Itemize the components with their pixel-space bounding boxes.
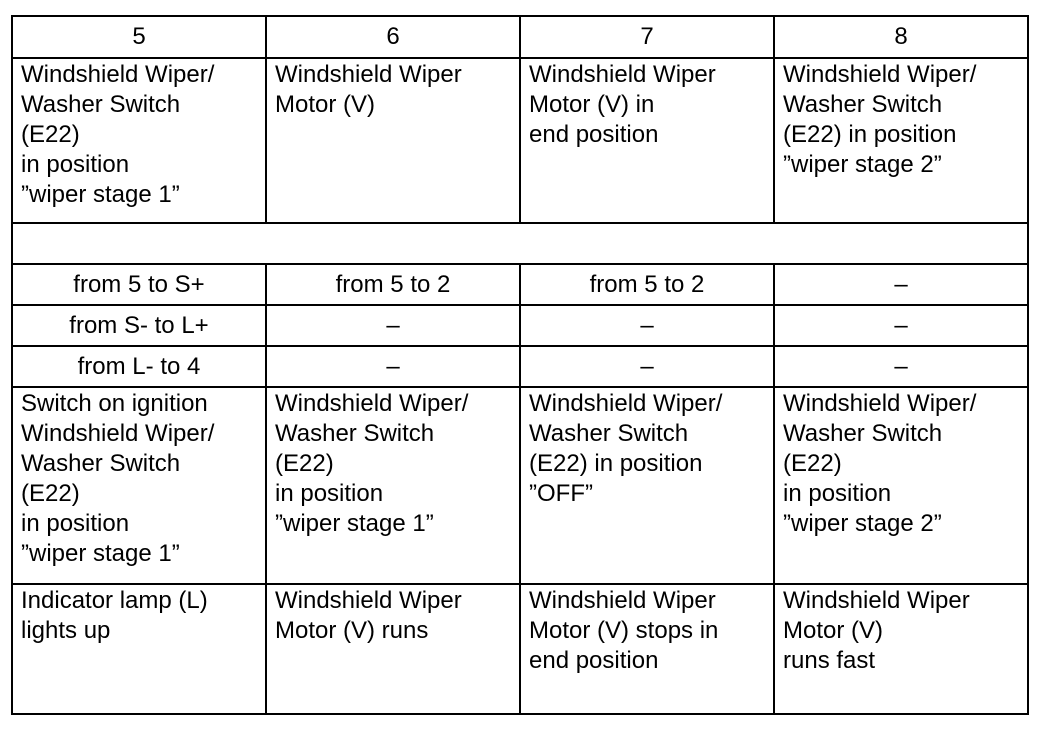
measurement-cell: from 5 to S+ (12, 264, 266, 305)
result-cell: Windshield Wiper Motor (V) runs (266, 584, 520, 714)
measurement-cell: from 5 to 2 (266, 264, 520, 305)
test-table (11, 15, 1029, 715)
action-cell: Windshield Wiper/ Washer Switch (E22) in position ”OFF” (520, 387, 774, 584)
result-cell: Windshield Wiper Motor (V) stops in end position (520, 584, 774, 714)
measurement-row (12, 264, 1028, 305)
action-cell: Windshield Wiper/ Washer Switch (E22) in position ”wiper stage 1” (266, 387, 520, 584)
blank-cell (12, 223, 1028, 264)
result-row (12, 584, 1028, 714)
measurement-cell: from 5 to 2 (520, 264, 774, 305)
measurement-cell: from L- to 4 (12, 346, 266, 387)
result-cell: Indicator lamp (L) lights up (12, 584, 266, 714)
measurement-cell: – (520, 305, 774, 346)
column-header: 8 (774, 16, 1028, 58)
measurement-cell: – (520, 346, 774, 387)
action-cell: Windshield Wiper/ Washer Switch (E22) in position ”wiper stage 2” (774, 387, 1028, 584)
blank-row (12, 223, 1028, 264)
result-cell: Windshield Wiper Motor (V) runs fast (774, 584, 1028, 714)
header-row (12, 16, 1028, 58)
column-header: 6 (266, 16, 520, 58)
measurement-cell: – (266, 305, 520, 346)
condition-cell: Windshield Wiper/ Washer Switch (E22) in position ”wiper stage 1” (12, 58, 266, 223)
measurement-cell: – (774, 264, 1028, 305)
condition-cell: Windshield Wiper/ Washer Switch (E22) in position ”wiper stage 2” (774, 58, 1028, 223)
condition-cell: Windshield Wiper Motor (V) in end position (520, 58, 774, 223)
measurement-cell: – (266, 346, 520, 387)
measurement-cell: – (774, 346, 1028, 387)
action-row (12, 387, 1028, 584)
condition-row (12, 58, 1028, 223)
action-cell: Switch on ignition Windshield Wiper/ Washer Switch (E22) in position ”wiper stage 1” (12, 387, 266, 584)
measurement-row (12, 305, 1028, 346)
measurement-cell: – (774, 305, 1028, 346)
measurement-row (12, 346, 1028, 387)
column-header: 7 (520, 16, 774, 58)
condition-cell: Windshield Wiper Motor (V) (266, 58, 520, 223)
column-header: 5 (12, 16, 266, 58)
measurement-cell: from S- to L+ (12, 305, 266, 346)
